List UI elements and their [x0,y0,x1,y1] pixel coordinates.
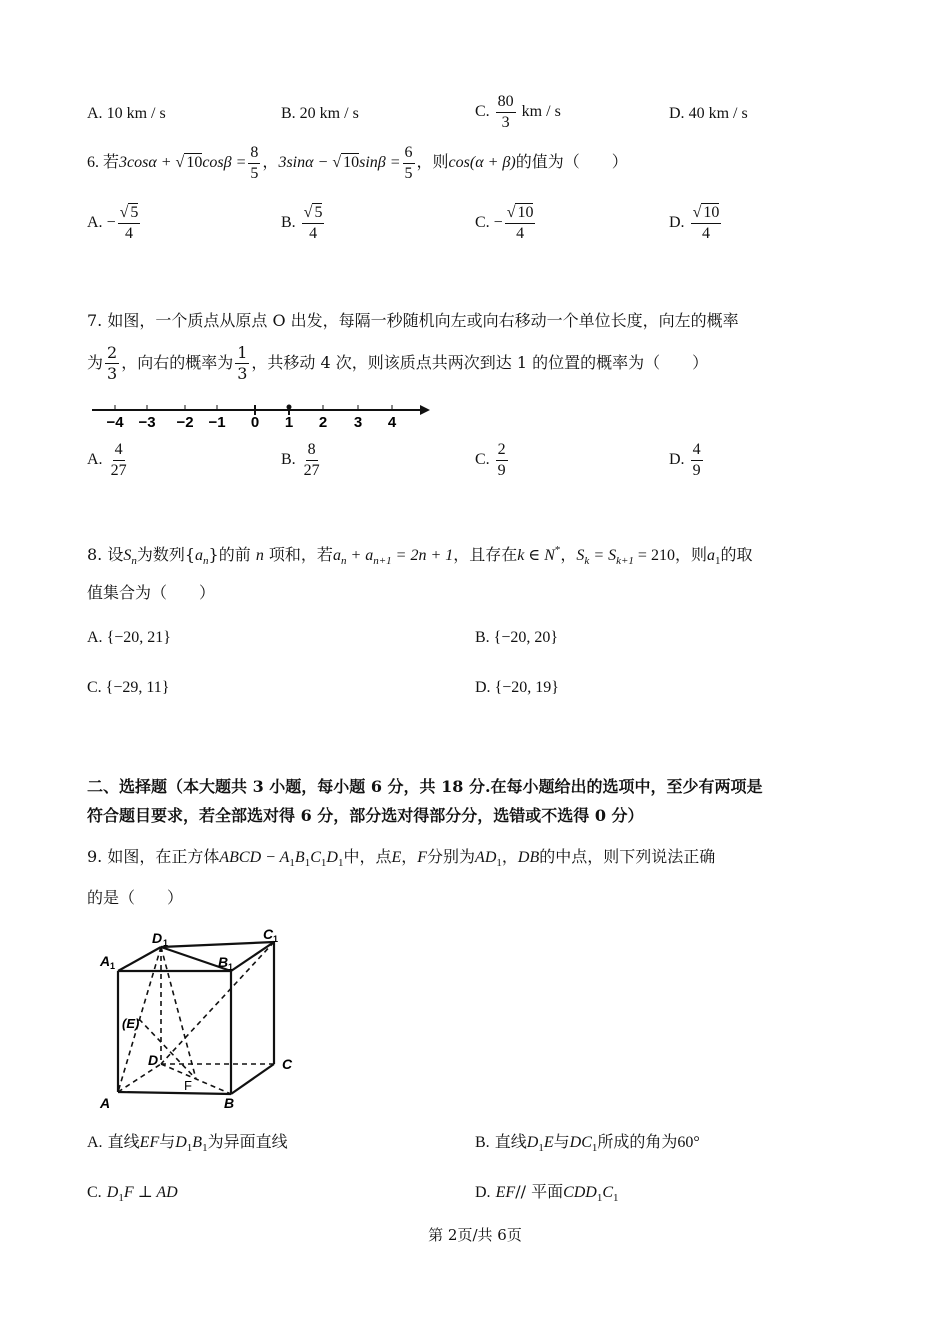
q5-option-c: C. $\frac{80}{3}$ km / s [475,93,561,131]
q9-option-c: C. $D_1F$ ⊥ AD [87,1184,178,1204]
cube-solid-edges [118,942,274,1094]
axis-label: −1 [208,414,226,431]
vertex-label-d: D [148,1052,159,1068]
vertex-label-c: C [282,1056,293,1072]
section-heading-line2: 符合题目要求，若全部选对得 6 分，部分选对得部分分，选错或不选得 0 分） [87,806,644,825]
axis-label: −2 [176,414,194,431]
vertex-sub-1: 1 [163,938,169,948]
number-line-arrow [420,405,430,415]
q9-option-d: D. EF// 平面$CDD_1C_1$ [475,1182,619,1204]
axis-label: −3 [138,414,156,431]
cube-figure [96,924,306,1116]
q5-option-a: A. 10 km / s [87,105,166,122]
q6-stem: 6. 若3cosα + √ 10cosβ = $\frac{8}{5}$ ，3sinα − √ 10sinβ = $\frac{6}{5}$ ，则cos(α + β)的值为（ ） [87,144,628,182]
q9-option-b: B. 直线$D_1E$与$DC_1$所成的角为60° [475,1132,700,1154]
q7-stem-line2: 为 $\frac{2}{3}$ ，向右的概率为 $\frac{1}{3}$ ，共移动 4 次，则该质点共两次到达 1 的位置的概率为（ ） [87,343,709,383]
axis-label: −4 [106,414,124,431]
vertex-label-d1: D [152,930,163,946]
q6-option-a: A. − $\frac{√ 5}{4}$ [87,204,139,242]
point-label-e: (E) [122,1016,140,1031]
q8-option-c: C. {−29, 11} [87,679,170,696]
axis-label: 0 [250,414,260,431]
q8-stem-line2: 值集合为（ ） [87,583,216,602]
q7-option-d: D. $\frac{4}{9}$ [669,441,701,479]
axis-label: 2 [318,414,328,431]
particle-position-dot [287,405,292,410]
q6-option-b: B. $\frac{√ 5}{4}$ [281,204,323,242]
q9-stem-line1: 9. 如图，在正方体ABCD − $A_1B_1C_1D_1$中，点E，F分别为$AD_1$，DB的中点，则下列说法正确 [87,847,716,869]
axis-label: 4 [387,414,397,431]
page-footer: 第 2页/共 6页 [428,1226,522,1244]
section-heading-line1: 二、选择题（本大题共 3 小题，每小题 6 分，共 18 分.在每小题给出的选项中，至少有两项是 [87,777,763,796]
vertex-label-a1: A [100,953,111,969]
q9-option-a: A. 直线EF与$D_1B_1$为异面直线 [87,1132,288,1154]
q7-option-a: A. $\frac{4}{27}$ [87,441,127,479]
vertex-sub-1: 1 [110,961,116,971]
point-label-f: F [184,1078,192,1093]
vertex-label-b: B [224,1095,235,1111]
axis-label: 3 [353,414,363,431]
q7-stem-line1: 7. 如图，一个质点从原点 O 出发，每隔一秒随机向左或向右移动一个单位长度，向左的概率 [87,311,739,330]
vertex-label-b1: B [218,954,229,970]
q8-option-b: B. {−20, 20} [475,629,559,646]
q7-option-c: C. $\frac{2}{9}$ [475,441,506,479]
vertex-label-a: A [100,1095,111,1111]
number-line-figure [88,396,438,432]
q5-option-d: D. 40 km / s [669,105,748,122]
q7-option-b: B. $\frac{8}{27}$ [281,441,320,479]
q6-option-d: D. $\frac{√ 10}{4}$ [669,204,720,242]
axis-label: 1 [284,414,294,431]
q8-option-d: D. {−20, 19} [475,679,559,696]
q8-option-a: A. {−20, 21} [87,629,171,646]
q6-option-c: C. − $\frac{√ 10}{4}$ [475,204,534,242]
q9-stem-line2: 的是（ ） [87,888,184,907]
q5-option-b: B. 20 km / s [281,105,359,122]
vertex-sub-1: 1 [228,962,234,972]
vertex-label-c1: C [263,926,274,942]
cube-hidden-edges [118,942,274,1094]
vertex-sub-1: 1 [273,934,279,944]
q8-stem-line1: 8. 设$S_n$为数列$\{a_n\}$的前 n 项和，若$a_n + a_{n+1} = 2n + 1$，且存在k ∈ N*，$S_k = S_{k+1} = 210$，则$a_1$的取 [87,544,753,567]
